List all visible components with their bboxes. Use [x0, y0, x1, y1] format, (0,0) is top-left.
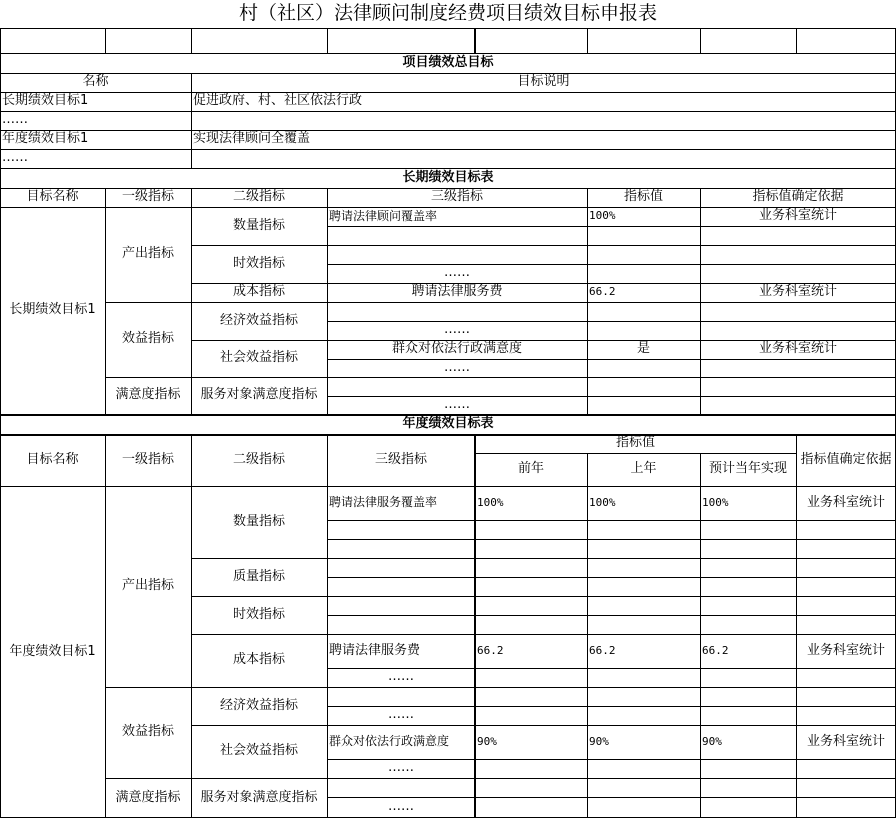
annual-col-goal: 目标名称: [26, 451, 79, 467]
level3-indicator: ……: [444, 265, 470, 281]
level3-indicator: 聘请法律服务费: [329, 642, 421, 658]
level2-economic-benefit: 经济效益指标: [219, 312, 298, 328]
annual-col-last-year: 上年: [630, 461, 657, 477]
level2-social-benefit: 社会效益指标: [219, 743, 298, 759]
annual-col-year-before-last: 前年: [517, 461, 544, 477]
grid-line-horizontal: [327, 520, 896, 521]
annual-col-value: 指标值: [615, 435, 655, 451]
long-term-col-goal: 目标名称: [26, 189, 79, 205]
level2-quantity: 数量指标: [232, 217, 285, 233]
grid-line-vertical: [191, 28, 192, 53]
long-term-col-basis: 指标值确定依据: [752, 189, 844, 205]
overall-row-desc: 实现法律顾问全覆盖: [193, 131, 311, 147]
grid-line-horizontal: [327, 539, 896, 540]
overall-col-desc: 目标说明: [517, 74, 570, 90]
annual-goal-name: 年度绩效目标1: [9, 643, 96, 659]
level1-satisfaction: 满意度指标: [115, 387, 181, 403]
grid-line-horizontal: [327, 226, 896, 227]
level1-output: 产出指标: [121, 578, 174, 594]
overall-row-name: 长期绩效目标1: [2, 93, 89, 109]
grid-line-vertical: [105, 28, 106, 53]
overall-row-name: ……: [2, 150, 28, 166]
value-basis: 业务科室统计: [758, 208, 837, 224]
value-basis: 业务科室统计: [806, 494, 885, 510]
overall-row-name: 年度绩效目标1: [2, 131, 89, 147]
long-term-col-value: 指标值: [623, 189, 663, 205]
annual-col-level2: 二级指标: [232, 451, 285, 467]
sheet-title: 村（社区）法律顾问制度经费项目绩效目标申报表: [238, 2, 657, 25]
level3-indicator: 群众对依法行政满意度: [391, 341, 522, 357]
overall-row-desc: 促进政府、村、社区依法行政: [193, 93, 363, 109]
grid-line-vertical: [587, 28, 588, 53]
value-year-before-last: 66.2: [477, 643, 504, 657]
overall-col-name: 名称: [82, 74, 109, 90]
level2-economic-benefit: 经济效益指标: [219, 697, 298, 713]
level3-indicator: 聘请法律顾问覆盖率: [329, 208, 438, 223]
annual-section-header: 年度绩效目标表: [402, 416, 494, 432]
annual-col-level3: 三级指标: [374, 451, 427, 467]
level2-timeliness: 时效指标: [232, 606, 285, 622]
indicator-value: 66.2: [589, 285, 616, 299]
value-last-year: 66.2: [589, 643, 616, 657]
grid-line-horizontal: [0, 28, 896, 29]
level2-client-satisfaction: 服务对象满意度指标: [200, 789, 318, 805]
long-term-col-level1: 一级指标: [121, 189, 174, 205]
overall-row-name: ……: [2, 112, 28, 128]
long-term-section-header: 长期绩效目标表: [402, 169, 494, 185]
level1-benefit: 效益指标: [121, 724, 174, 740]
level3-indicator: ……: [388, 799, 414, 815]
level2-quantity: 数量指标: [232, 513, 285, 529]
level2-cost: 成本指标: [232, 284, 285, 300]
value-current-year: 66.2: [702, 643, 729, 657]
annual-col-current-year: 预计当年实现: [708, 461, 787, 477]
overall-section-header: 项目绩效总目标: [402, 54, 494, 70]
value-basis: 业务科室统计: [806, 642, 885, 658]
level3-indicator: 聘请法律服务费: [411, 284, 503, 300]
level3-indicator: ……: [388, 707, 414, 723]
level1-benefit: 效益指标: [121, 331, 174, 347]
level3-indicator: ……: [444, 359, 470, 375]
level1-output: 产出指标: [121, 246, 174, 262]
value-last-year: 90%: [589, 734, 609, 748]
level3-indicator: ……: [388, 760, 414, 776]
level1-satisfaction: 满意度指标: [115, 789, 181, 805]
value-current-year: 100%: [702, 495, 729, 509]
grid-line-horizontal: [327, 615, 896, 616]
long-term-col-level3: 三级指标: [430, 189, 483, 205]
annual-col-basis: 指标值确定依据: [800, 451, 892, 467]
value-current-year: 90%: [702, 734, 722, 748]
value-basis: 业务科室统计: [758, 284, 837, 300]
level3-indicator: 聘请法律服务覆盖率: [329, 495, 438, 510]
level2-client-satisfaction: 服务对象满意度指标: [200, 387, 318, 403]
grid-line-horizontal: [327, 577, 896, 578]
level2-social-benefit: 社会效益指标: [219, 350, 298, 366]
value-year-before-last: 90%: [477, 734, 497, 748]
grid-line-vertical: [474, 28, 476, 53]
grid-line-vertical: [327, 28, 328, 53]
level2-timeliness: 时效指标: [232, 255, 285, 271]
level3-indicator: 群众对依法行政满意度: [329, 734, 450, 749]
level3-indicator: ……: [444, 322, 470, 338]
level3-indicator: ……: [444, 396, 470, 412]
long-term-col-level2: 二级指标: [232, 189, 285, 205]
grid-line-vertical: [796, 28, 797, 53]
value-year-before-last: 100%: [477, 495, 504, 509]
annual-col-level1: 一级指标: [121, 451, 174, 467]
value-basis: 业务科室统计: [806, 733, 885, 749]
level2-cost: 成本指标: [232, 652, 285, 668]
value-last-year: 100%: [589, 495, 616, 509]
indicator-value: 100%: [589, 209, 616, 223]
level3-indicator: ……: [388, 669, 414, 685]
indicator-value: 是: [636, 341, 650, 357]
level2-quality: 质量指标: [232, 568, 285, 584]
value-basis: 业务科室统计: [758, 341, 837, 357]
grid-line-vertical: [700, 28, 701, 53]
long-term-goal-name: 长期绩效目标1: [9, 302, 96, 318]
